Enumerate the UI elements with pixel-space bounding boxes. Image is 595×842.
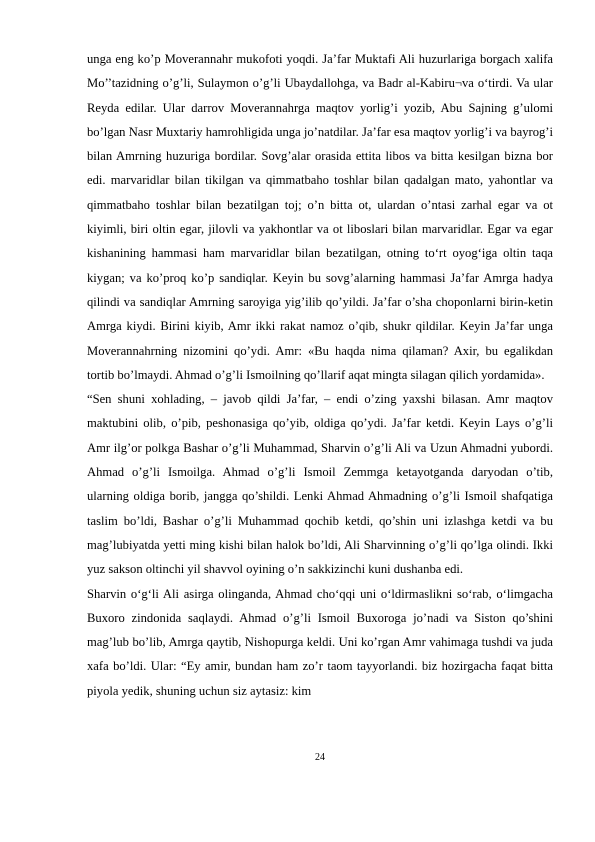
paragraph-2: “Sen shuni xohlading, – javob qildi Ja’far, – endi o’zing yaxshi bilasan. Amr maqtov maktubini olib, o’pib, peshonasiga qo’yib, oldiga qo’ydi. Ja’far ketdi. Keyin Lays o’g’li Amr ilg’or polkga Bashar o’g’li Muhammad, Sharvin o’g’li Ali va Uzun Ahmadni yubordi. Ahmad o’g’li Ismoilga. Ahmad o’g’li Ismoil Zemmga ketayotganda daryodan o’tib, ularning oldiga borib, jangga qo’shildi. Lenki Ahmad Ahmadning o’g’li Ismoil shafqatiga taslim bo’ldi, Bashar o’g’li Muhammad qochib ketdi, qo’shin uni izlashga ketdi va bu mag’lubiyatda yetti ming kishi bilan halok bo’ldi, Ali Sharvinning o’g’li qo’lga olindi. Ikki yuz sakson oltinchi yil shavvol oyining o’n sakkizinchi kuni dushanba edi.	[87, 392, 553, 577]
paragraph-3: Sharvin o‘g‘li Ali asirga olinganda, Ahmad cho‘qqi uni o‘ldirmaslikni so‘rab, o‘limgacha Buxoro zindonida saqlaydi. Ahmad o’g’li Ismoil Buxoroga jo’nadi va Siston qo’shini mag’lub bo’lib, Amrga qaytib, Nishopurga keldi. Uni ko’rgan Amr vahimaga tushdi va juda xafa bo’ldi. Ular: “Ey amir, bundan ham zo’r taom tayyorlandi. biz hozirgacha faqat bitta piyola yedik, shuning uchun siz aytasiz: kim	[87, 586, 553, 698]
paragraph-1: unga eng ko’p Moverannahr mukofoti yoqdi. Ja’far Muktafi Ali huzurlariga borgach xalifa Mo’’tazidning o’g’li, Sulaymon o’g’li Ubaydallohga, va Badr al-Kabiru¬va o‘tirdi. Va ular Reyda edilar. Ular darrov Moverannahrga maqtov yorlig’i yozib, Abu Sajning g’ulomi bo’lgan Nasr Muxtariy hamrohligida unga jo’natdilar. Ja’far esa maqtov yorlig’i va bayrog’i bilan Amrning huzuriga bordilar. Sovg’alar orasida ettita libos va bitta kesilgan bizna bor edi. marvaridlar bilan tikilgan va qimmatbaho toshlar bilan qadalgan mato, yahontlar va qimmatbaho toshlar bilan bezatilgan toj; o’n bitta ot, ulardan o’ntasi zarhal egar va ot kiyimli, biri oltin egar, jilovli va yakhontlar va ot liboslari bilan marvaridlar. Egar va egar kishanining hammasi ham marvaridlar bilan bezatilgan, otning to‘rt oyog‘iga oltin taqa kiygan; va ko’proq ko’p sandiqlar. Keyin bu sovg’alarning hammasi Ja’far Amrga hadya qilindi va sandiqlar Amrning saroyiga yig’ilib qo’yildi. Ja’far o’sha choponlarni birin-ketin Amrga kiydi. Birini kiyib, Amr ikki rakat namoz o’qib, shukr qildilar. Keyin Ja’far unga Moverannahrning nizomini qo’ydi. Amr: «Bu haqda nima qilaman? Axir, bu egalikdan tortib bo’lmaydi. Ahmad o’g’li Ismoilning qo’llarif aqat mingta silagan qilich yordamida».	[87, 52, 553, 382]
page-body	[87, 47, 553, 703]
page-number: 24	[315, 752, 325, 763]
